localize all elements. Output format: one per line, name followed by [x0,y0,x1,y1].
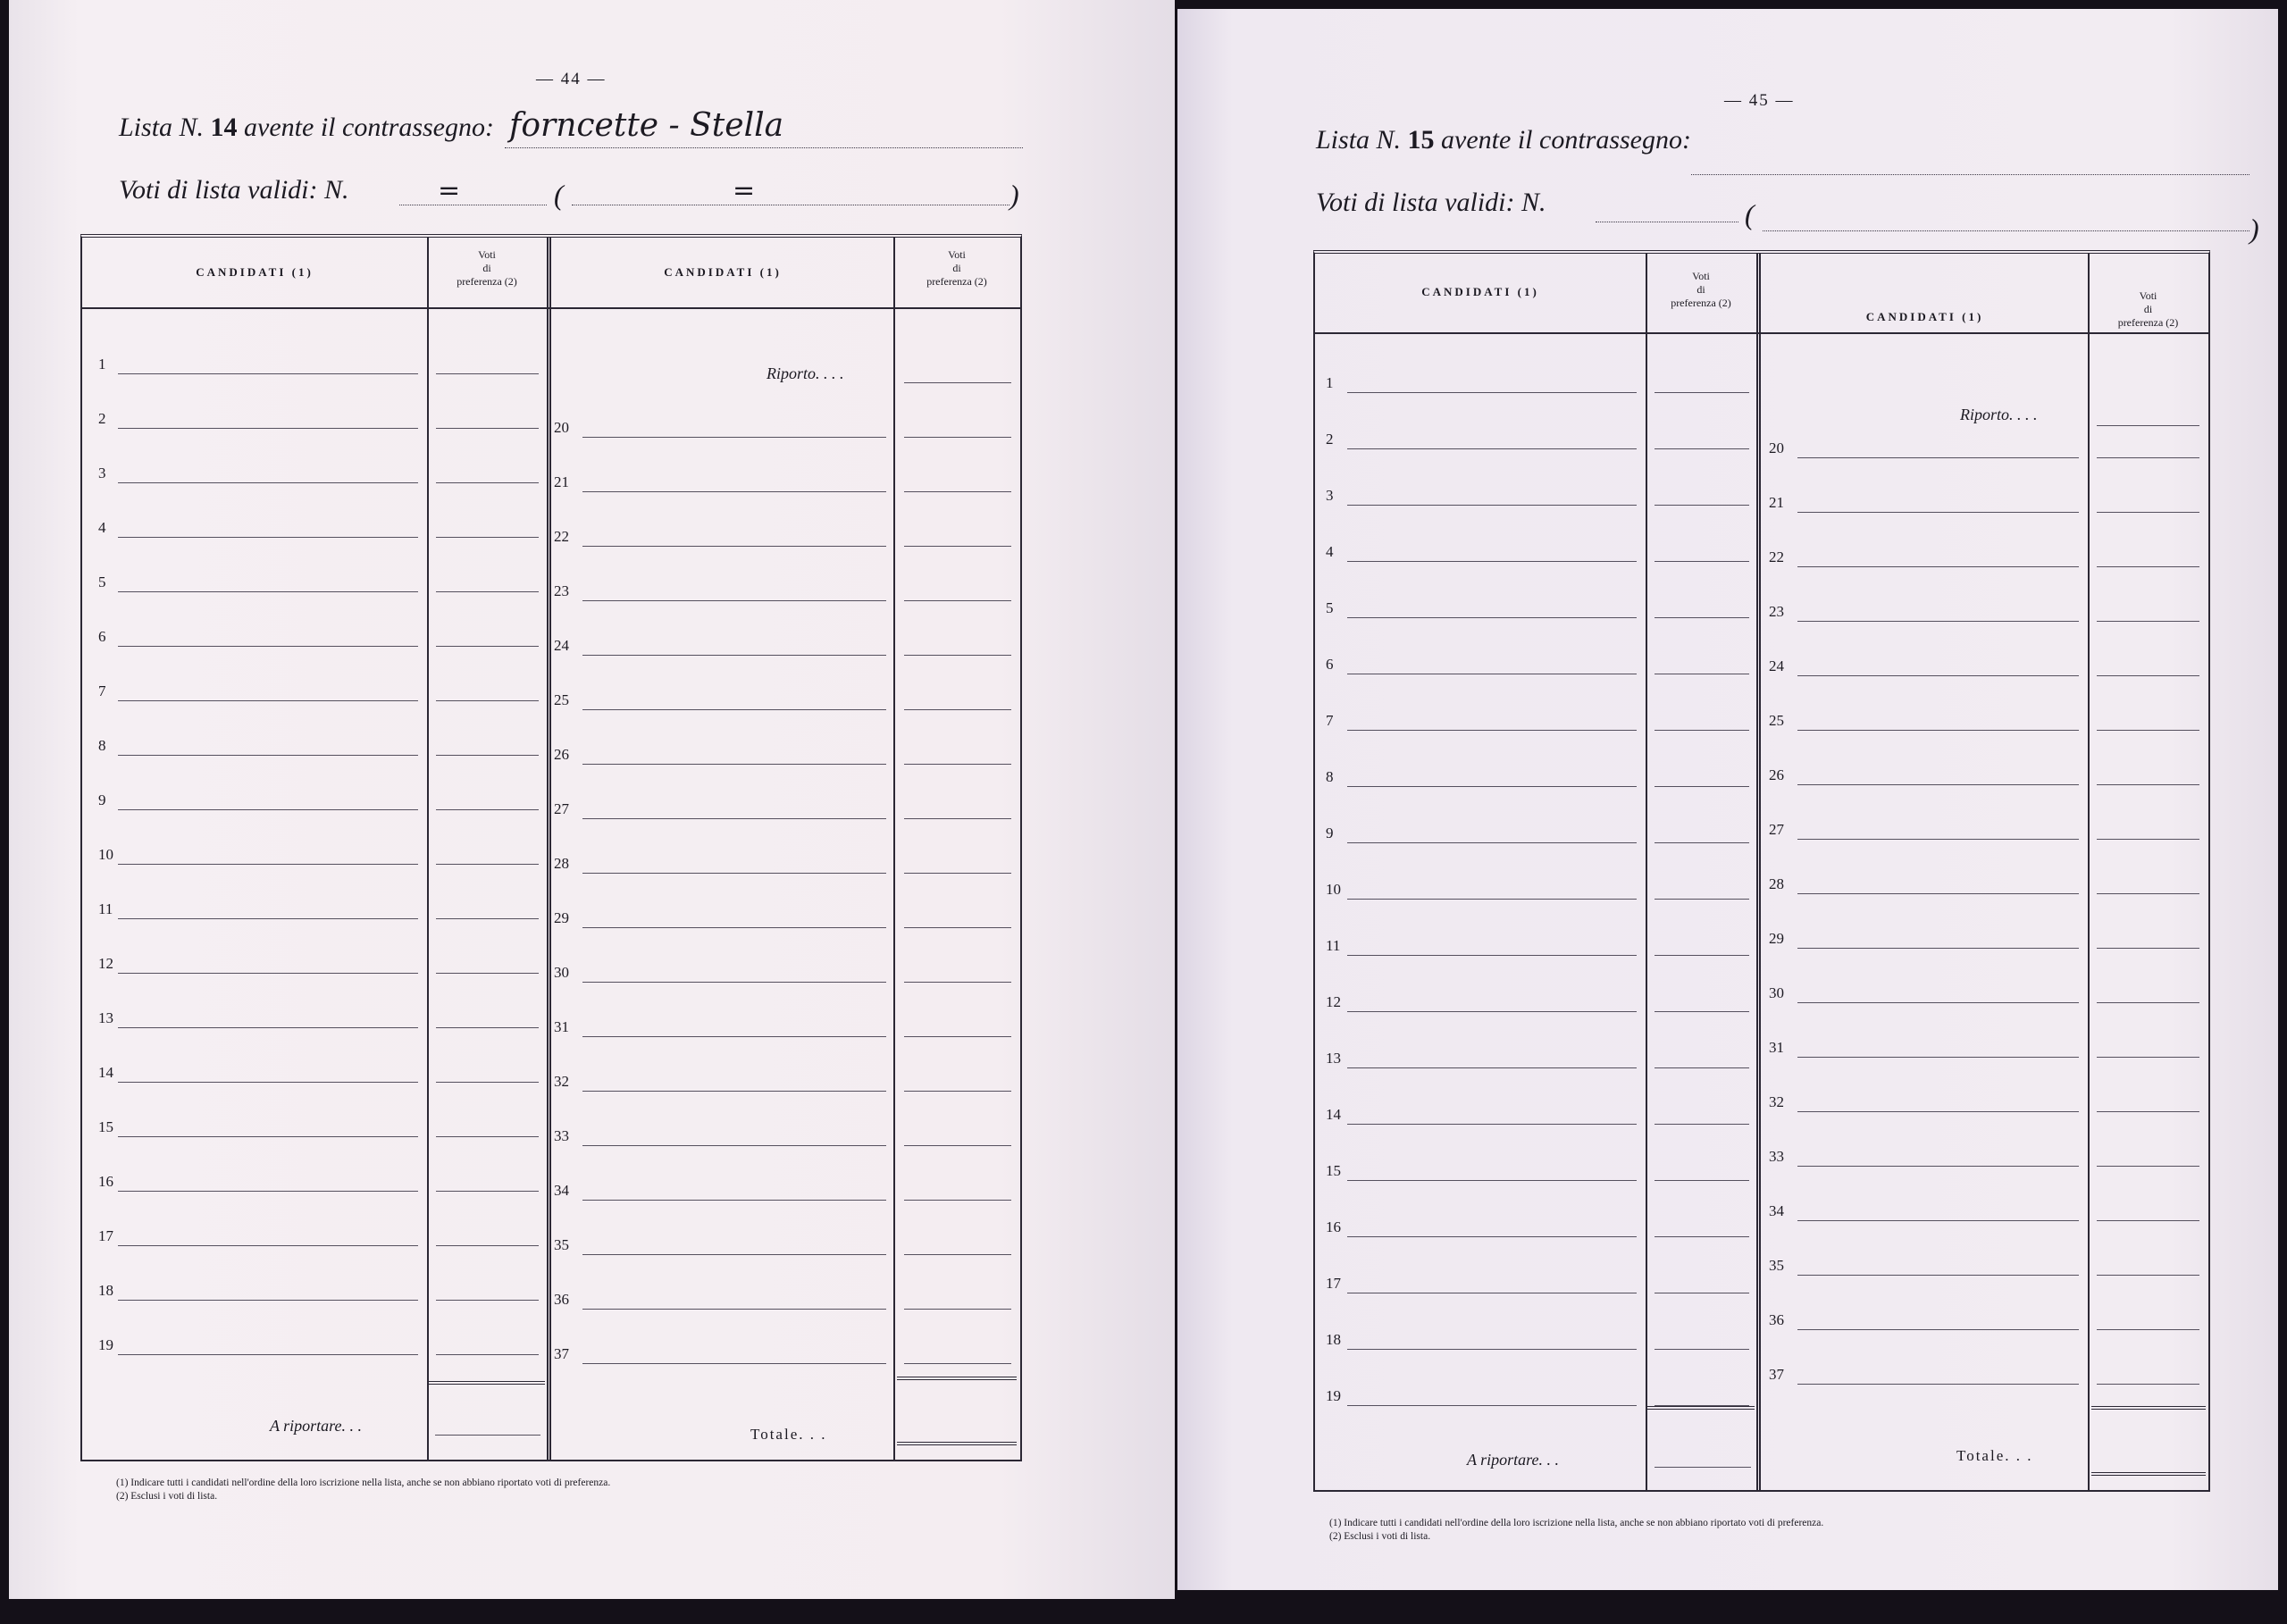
close-paren: ) [2249,213,2259,245]
page-44 [9,0,1175,1599]
candidate-name-line[interactable] [118,973,418,974]
candidate-name-line[interactable] [118,1300,418,1301]
row-number: 29 [554,909,569,926]
list-sign-line [505,147,1023,148]
list-sign-line [1691,174,2249,175]
candidate-name-line[interactable] [118,591,418,592]
col-divider-double [1756,254,1761,1490]
candidate-name-line[interactable] [1347,955,1637,956]
row-number: 2 [98,410,106,427]
row-number: 37 [1769,1366,1784,1383]
candidate-name-line[interactable] [582,873,886,874]
vote-cell-line[interactable] [1655,617,1749,618]
candidate-name-line[interactable] [1797,893,2079,894]
vote-cell-line[interactable] [436,591,539,592]
row-number: 33 [1769,1148,1784,1165]
header-votes: Voti di preferenza (2) [457,248,517,288]
candidate-name-line[interactable] [1347,1067,1637,1068]
row-number: 6 [98,628,106,645]
row-number: 19 [1326,1387,1341,1404]
vote-cell-line[interactable] [1655,786,1749,787]
footnote-2: (2) Esclusi i voti di lista. [1329,1531,1431,1542]
row-number: 7 [1326,712,1334,729]
vote-cell-line[interactable] [436,482,539,483]
row-number: 7 [98,682,106,699]
vote-cell-line[interactable] [2097,512,2199,513]
candidate-name-line[interactable] [1347,505,1637,506]
row-number: 9 [1326,825,1334,841]
row-number: 17 [98,1227,113,1244]
vote-cell-line[interactable] [1655,392,1749,393]
candidate-name-line[interactable] [1797,839,2079,840]
carry-forward-label: Riporto. . . . [1960,406,2038,423]
candidate-name-line[interactable] [1797,1111,2079,1112]
vote-cell-line[interactable] [436,755,539,756]
candidate-name-line[interactable] [118,1191,418,1192]
row-number: 26 [1769,766,1784,783]
vote-cell-line[interactable] [904,1363,1011,1364]
vote-cell-line[interactable] [904,546,1011,547]
list-heading [119,113,494,143]
page-number: — 45 — [1724,91,1795,110]
vote-cell-line[interactable] [904,1254,1011,1255]
vote-cell-line[interactable] [2097,566,2199,567]
row-number: 28 [1769,875,1784,892]
row-number: 21 [1769,494,1784,511]
col-divider [427,238,429,1460]
row-number: 20 [554,419,569,436]
vote-cell-line[interactable] [1655,505,1749,506]
vote-cell-line[interactable] [1655,1349,1749,1350]
candidate-name-line[interactable] [1797,1384,2079,1385]
header-votes: Voti di preferenza (2) [2117,289,2179,329]
vote-cell-line[interactable] [436,1245,539,1246]
candidate-name-line[interactable] [582,1145,886,1146]
vote-cell-line[interactable] [436,1191,539,1192]
candidate-name-line[interactable] [118,428,418,429]
row-number: 15 [98,1118,113,1135]
candidate-name-line[interactable] [1347,786,1637,787]
candidate-name-line[interactable] [1347,842,1637,843]
valid-votes-words[interactable]: = [733,175,756,206]
row-number: 31 [554,1018,569,1035]
vote-cell-line[interactable] [1655,1011,1749,1012]
candidate-name-line[interactable] [1347,617,1637,618]
candidate-name-line[interactable] [582,818,886,819]
row-number: 12 [1326,993,1341,1010]
row-number: 30 [554,964,569,981]
total-rule [897,1442,1017,1445]
candidate-name-line[interactable] [1797,1002,2079,1003]
vote-cell-line[interactable] [2097,1329,2199,1330]
candidate-name-line[interactable] [1797,784,2079,785]
row-number: 16 [98,1173,113,1190]
header-candidates: CANDIDATI (1) [196,265,314,279]
vote-cell-line[interactable] [904,437,1011,438]
footnote-1: (1) Indicare tutti i candidati nell'ordine della loro iscrizione nella lista, anche se non abbiano riportato voti di preferenza. [116,1478,611,1488]
vote-cell-line[interactable] [436,428,539,429]
vote-cell-line[interactable] [2097,1384,2199,1385]
candidate-name-line[interactable] [582,546,886,547]
vote-cell-line[interactable] [436,1354,539,1355]
row-number: 35 [1769,1257,1784,1274]
vote-cell-line[interactable] [2097,621,2199,622]
candidate-name-line[interactable] [1797,675,2079,676]
candidate-name-line[interactable] [1797,566,2079,567]
vote-cell-line[interactable] [2097,1002,2199,1003]
candidate-name-line[interactable] [1347,1405,1637,1406]
vote-cell-line[interactable] [1655,842,1749,843]
candidate-name-line[interactable] [582,491,886,492]
vote-cell-line[interactable] [904,982,1011,983]
row-number: 2 [1326,431,1334,448]
vote-cell-line[interactable] [1655,561,1749,562]
valid-votes-value[interactable]: = [438,175,461,206]
vote-cell-line[interactable] [1655,955,1749,956]
row-number: 31 [1769,1039,1784,1056]
row-number: 16 [1326,1218,1341,1235]
candidate-name-line[interactable] [1797,1220,2079,1221]
vote-cell-line[interactable] [436,973,539,974]
candidate-name-line[interactable] [1347,1349,1637,1350]
row-number: 32 [1769,1093,1784,1110]
vote-cell-line[interactable] [2097,1111,2199,1112]
list-sign-label: avente il contrassegno: [1441,125,1691,155]
candidate-name-line[interactable] [118,809,418,810]
row-number: 10 [98,846,113,863]
carry-forward-label: Riporto. . . . [767,364,844,382]
candidate-name-line[interactable] [582,1200,886,1201]
candidate-name-line[interactable] [1347,1011,1637,1012]
candidate-name-line[interactable] [582,927,886,928]
row-number: 5 [98,573,106,590]
row-number: 15 [1326,1162,1341,1179]
row-number: 37 [554,1345,569,1362]
vote-cell-line[interactable] [1655,730,1749,731]
candidate-name-line[interactable] [118,1027,418,1028]
candidate-name-line[interactable] [582,709,886,710]
vote-cell-line[interactable] [436,537,539,538]
row-number: 1 [98,356,106,373]
total-rule [897,1377,1017,1380]
candidate-name-line[interactable] [1797,1166,2079,1167]
row-number: 29 [1769,930,1784,947]
candidates-table [80,234,1022,1461]
valid-votes-words-line [1763,230,2249,231]
vote-cell-line[interactable] [436,1027,539,1028]
list-sign-label: avente il contrassegno: [244,113,494,142]
header-votes: Voti di preferenza (2) [926,248,987,288]
vote-cell-line[interactable] [904,1036,1011,1037]
row-number: 6 [1326,656,1334,673]
candidate-name-line[interactable] [582,655,886,656]
vote-cell-line[interactable] [2097,784,2199,785]
candidate-name-line[interactable] [118,537,418,538]
row-number: 22 [554,528,569,545]
subtotal-cell[interactable] [1655,1467,1751,1468]
candidate-name-line[interactable] [1797,1275,2079,1276]
row-number: 27 [554,800,569,817]
row-number: 34 [554,1182,569,1199]
vote-cell-line[interactable] [904,1200,1011,1201]
vote-cell-line[interactable] [1655,1180,1749,1181]
candidate-name-line[interactable] [118,918,418,919]
row-number: 13 [98,1009,113,1026]
vote-cell-line[interactable] [436,1082,539,1083]
open-paren: ( [1745,198,1755,230]
row-number: 4 [1326,543,1334,560]
vote-cell-line[interactable] [904,1091,1011,1092]
list-number: 15 [1407,125,1435,155]
candidate-name-line[interactable] [582,437,886,438]
row-number: 24 [554,637,569,654]
vote-cell-line[interactable] [1655,1236,1749,1237]
list-sign-value[interactable]: forncette - Stella [509,107,784,144]
header-candidates: CANDIDATI (1) [1865,310,1984,323]
candidate-name-line[interactable] [1797,512,2079,513]
vote-cell-line[interactable] [1655,1067,1749,1068]
candidate-name-line[interactable] [1797,457,2079,458]
row-number: 22 [1769,548,1784,565]
candidate-name-line[interactable] [1347,561,1637,562]
candidate-name-line[interactable] [118,1245,418,1246]
row-number: 14 [1326,1106,1341,1123]
header-separator [82,307,1020,309]
row-number: 34 [1769,1202,1784,1219]
total-rule [2091,1406,2206,1410]
subtotal-rule [429,1381,545,1385]
vote-cell-line[interactable] [436,918,539,919]
vote-cell-line[interactable] [436,700,539,701]
row-number: 36 [554,1291,569,1308]
vote-cell-line[interactable] [436,373,539,374]
col-divider [893,238,895,1460]
list-label: Lista N. [119,113,205,142]
candidate-name-line[interactable] [582,1309,886,1310]
vote-cell-line[interactable] [2097,1166,2199,1167]
vote-cell-line[interactable] [436,864,539,865]
row-number: 1 [1326,374,1334,391]
candidate-name-line[interactable] [1347,448,1637,449]
row-number: 11 [1326,937,1341,954]
vote-cell-line[interactable] [2097,893,2199,894]
vote-cell-line[interactable] [2097,1275,2199,1276]
candidate-name-line[interactable] [118,864,418,865]
vote-cell-line[interactable] [2097,1220,2199,1221]
carry-over-label: A riportare. . . [1467,1451,1560,1469]
vote-cell-line[interactable] [904,1145,1011,1146]
open-paren: ( [554,179,564,211]
candidate-name-line[interactable] [1347,1180,1637,1181]
vote-cell-line[interactable] [1655,899,1749,900]
close-paren: ) [1009,179,1019,211]
row-number: 26 [554,746,569,763]
col-divider [1646,254,1647,1490]
candidate-name-line[interactable] [1797,621,2079,622]
candidate-name-line[interactable] [582,1036,886,1037]
vote-cell-line[interactable] [436,646,539,647]
candidate-name-line[interactable] [1347,899,1637,900]
candidates-table [1313,250,2210,1492]
header-candidates: CANDIDATI (1) [1421,285,1539,298]
row-number: 5 [1326,599,1334,616]
vote-cell-line[interactable] [904,818,1011,819]
candidate-name-line[interactable] [118,1354,418,1355]
candidate-name-line[interactable] [1797,1057,2079,1058]
valid-votes-label: Voti di lista validi: N. [119,175,349,205]
candidate-name-line[interactable] [118,1082,418,1083]
row-number: 10 [1326,881,1341,898]
candidate-name-line[interactable] [1347,392,1637,393]
carry-over-label: A riportare. . . [270,1417,363,1435]
footnote-1: (1) Indicare tutti i candidati nell'ordine della loro iscrizione nella lista, anche se non abbiano riportato voti di preferenza. [1329,1518,1824,1528]
row-number: 4 [98,519,106,536]
footnote-2: (2) Esclusi i voti di lista. [116,1491,218,1502]
candidate-name-line[interactable] [118,482,418,483]
candidate-name-line[interactable] [582,600,886,601]
vote-cell-line[interactable] [904,709,1011,710]
candidate-name-line[interactable] [118,373,418,374]
row-number: 17 [1326,1275,1341,1292]
candidate-name-line[interactable] [582,1091,886,1092]
row-number: 3 [1326,487,1334,504]
page-45 [1177,9,2278,1590]
candidate-name-line[interactable] [118,755,418,756]
row-number: 33 [554,1127,569,1144]
candidate-name-line[interactable] [1797,730,2079,731]
header-votes: Voti di preferenza (2) [1671,270,1731,309]
row-number: 32 [554,1073,569,1090]
row-number: 18 [1326,1331,1341,1348]
vote-cell-line[interactable] [2097,839,2199,840]
row-number: 3 [98,465,106,481]
vote-cell-line[interactable] [2097,675,2199,676]
row-number: 9 [98,791,106,808]
total-label: Totale. . . [750,1426,827,1443]
candidate-name-line[interactable] [582,1254,886,1255]
candidate-name-line[interactable] [118,700,418,701]
vote-cell-line[interactable] [2097,948,2199,949]
vote-cell-line[interactable] [436,809,539,810]
row-number: 8 [1326,768,1334,785]
subtotal-rule [1647,1406,1755,1410]
subtotal-cell[interactable] [435,1435,540,1436]
total-rule [2091,1472,2206,1476]
valid-votes-label: Voti di lista validi: N. [1316,188,1546,217]
vote-cell-line[interactable] [904,927,1011,928]
row-number: 21 [554,473,569,490]
row-number: 14 [98,1064,113,1081]
row-number: 11 [98,900,113,917]
list-heading [1316,125,1691,155]
row-number: 25 [1769,712,1784,729]
vote-cell-line[interactable] [904,491,1011,492]
vote-cell-line[interactable] [1655,448,1749,449]
vote-cell-line[interactable] [904,873,1011,874]
vote-cell-line[interactable] [2097,1057,2199,1058]
row-number: 36 [1769,1311,1784,1328]
vote-cell-line [2097,425,2199,426]
header-separator [1315,332,2208,334]
candidate-name-line[interactable] [1347,730,1637,731]
vote-cell-line[interactable] [904,1309,1011,1310]
row-number: 23 [1769,603,1784,620]
total-label: Totale. . . [1956,1447,2033,1464]
candidate-name-line[interactable] [118,1136,418,1137]
row-number: 19 [98,1336,113,1353]
row-number: 27 [1769,821,1784,838]
vote-cell-line[interactable] [2097,730,2199,731]
candidate-name-line[interactable] [582,982,886,983]
vote-cell-line[interactable] [436,1136,539,1137]
candidate-name-line[interactable] [582,764,886,765]
candidate-name-line[interactable] [1797,948,2079,949]
vote-cell-line[interactable] [2097,457,2199,458]
candidate-name-line[interactable] [582,1363,886,1364]
row-number: 24 [1769,657,1784,674]
row-number: 18 [98,1282,113,1299]
candidate-name-line[interactable] [118,646,418,647]
row-number: 12 [98,955,113,972]
col-divider [2088,254,2090,1490]
vote-cell-line[interactable] [436,1300,539,1301]
row-number: 23 [554,582,569,599]
row-number: 20 [1769,439,1784,456]
vote-cell-line[interactable] [904,600,1011,601]
row-number: 30 [1769,984,1784,1001]
row-number: 13 [1326,1050,1341,1067]
list-number: 14 [210,113,238,142]
row-number: 35 [554,1236,569,1253]
header-candidates: CANDIDATI (1) [664,265,782,279]
row-number: 8 [98,737,106,754]
vote-cell-line[interactable] [904,764,1011,765]
candidate-name-line[interactable] [1347,1124,1637,1125]
col-divider-double [547,238,551,1460]
page-number: — 44 — [536,70,607,88]
candidate-name-line[interactable] [1797,1329,2079,1330]
row-number: 28 [554,855,569,872]
vote-cell-line[interactable] [1655,1124,1749,1125]
vote-cell-line [904,382,1011,383]
vote-cell-line[interactable] [904,655,1011,656]
row-number: 25 [554,691,569,708]
candidate-name-line[interactable] [1347,1236,1637,1237]
list-label: Lista N. [1316,125,1402,155]
